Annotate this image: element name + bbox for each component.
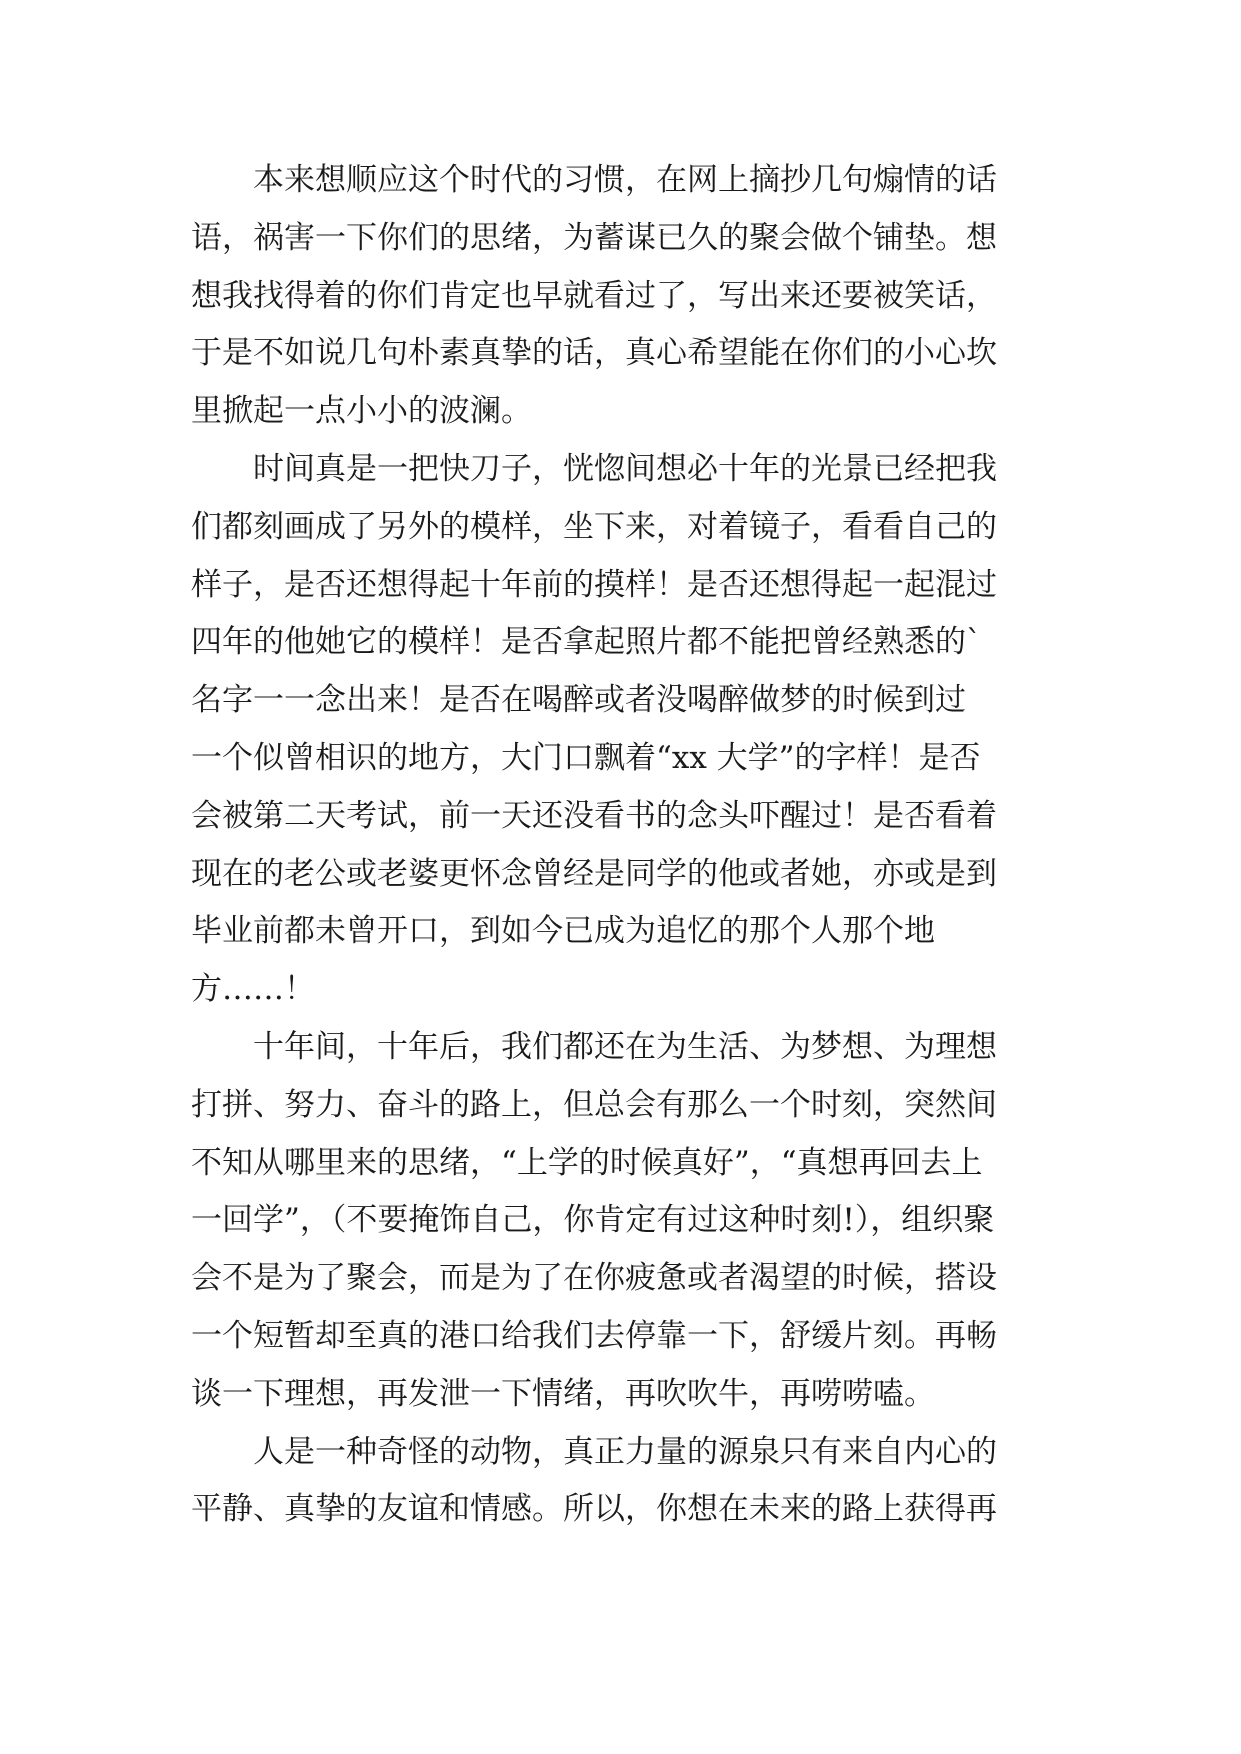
text-line: 一回学”，（不要掩饰自己，你肯定有过这种时刻!），组织聚 [191, 1202, 995, 1239]
text-line: 里掀起一点小小的波澜。 [191, 393, 532, 430]
text-line: 语，祸害一下你们的思绪，为蓄谋已久的聚会做个铺垫。想 [191, 219, 997, 256]
text-line: 们都刻画成了另外的模样，坐下来，对着镜子，看看自己的 [191, 508, 997, 545]
text-line: 会不是为了聚会，而是为了在你疲惫或者渴望的时候，搭设 [191, 1260, 997, 1297]
text-line: 平静、真挚的友谊和情感。所以，你想在未来的路上获得再 [191, 1491, 997, 1528]
text-line: 四年的他她它的模样！是否拿起照片都不能把曾经熟悉的` [191, 624, 982, 661]
text-line: 会被第二天考试，前一天还没看书的念头吓醒过！是否看着 [191, 797, 997, 834]
text-line: 现在的老公或老婆更怀念曾经是同学的他或者她，亦或是到 [191, 855, 997, 892]
text-line: 于是不如说几句朴素真挚的话，真心希望能在你们的小心坎 [191, 335, 997, 372]
text-line: 样子，是否还想得起十年前的摸样！是否还想得起一起混过 [191, 566, 997, 603]
text-line: 一个似曾相识的地方，大门口飘着“xx 大学”的字样！是否 [191, 739, 981, 776]
text-line: 时间真是一把快刀子，恍惚间想必十年的光景已经把我 [191, 450, 997, 487]
text-line: 本来想顺应这个时代的习惯，在网上摘抄几句煽情的话 [191, 162, 997, 198]
text-line: 十年间，十年后，我们都还在为生活、为梦想、为理想 [191, 1028, 997, 1065]
document-body [191, 152, 1061, 1539]
text-line: 毕业前都未曾开口，到如今已成为追忆的那个人那个地 [191, 913, 935, 950]
text-line: 人是一种奇怪的动物，真正力量的源泉只有来自内心的 [191, 1433, 997, 1470]
text-line: 想我找得着的你们肯定也早就看过了，写出来还要被笑话， [191, 277, 997, 314]
text-line: 方……！ [191, 971, 315, 1008]
text-line: 谈一下理想，再发泄一下情绪，再吹吹牛，再唠唠嗑。 [191, 1375, 935, 1412]
text-line: 打拼、努力、奋斗的路上，但总会有那么一个时刻，突然间 [191, 1086, 997, 1123]
text-line: 名字一一念出来！是否在喝醉或者没喝醉做梦的时候到过 [191, 682, 966, 719]
text-line: 一个短暂却至真的港口给我们去停靠一下，舒缓片刻。再畅 [191, 1317, 997, 1354]
text-line: 不知从哪里来的思绪，“上学的时候真好”，“真想再回去上 [191, 1144, 983, 1181]
